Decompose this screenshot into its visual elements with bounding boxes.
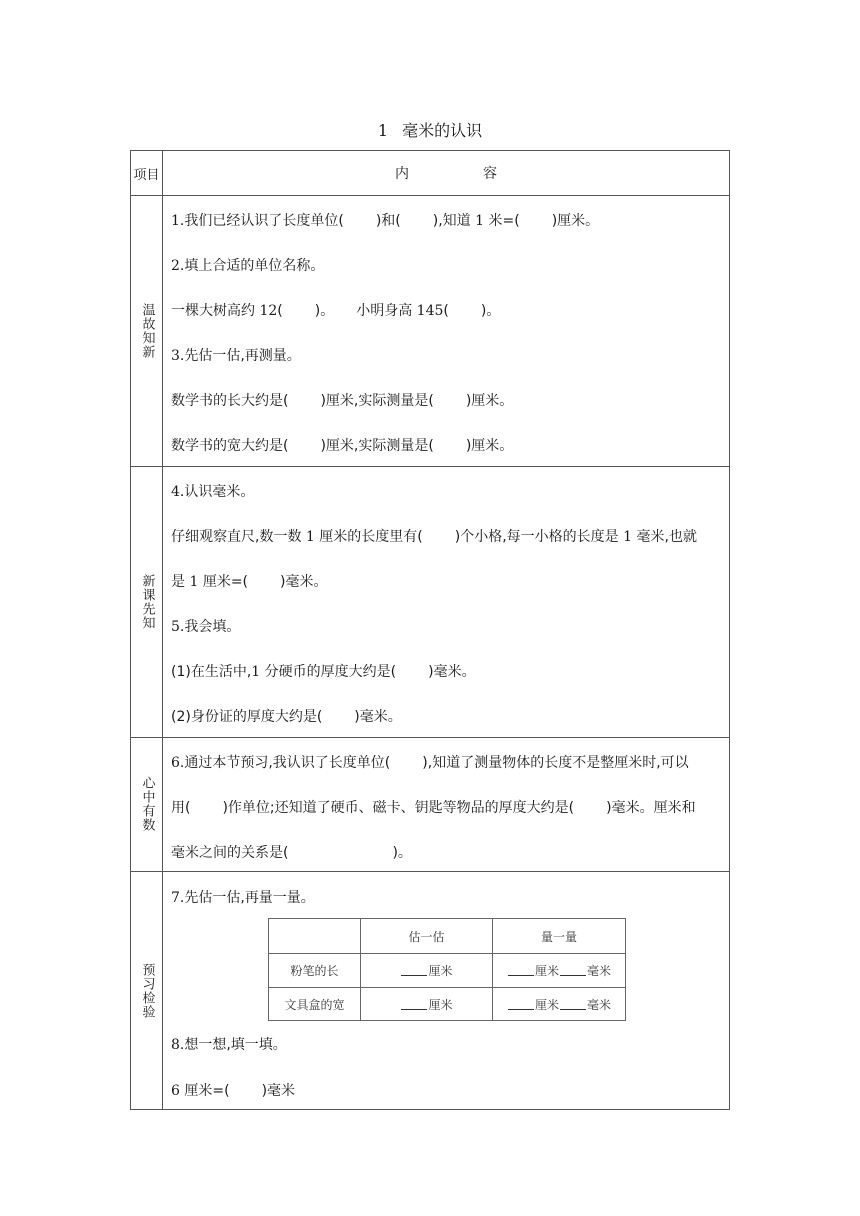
row-divider [131, 466, 729, 467]
section-label-review: 温故知新 [139, 302, 155, 359]
question-3-width: 数学书的宽大约是( )厘米,实际测量是( )厘米。 [171, 438, 514, 454]
title-text: 毫米的认识 [402, 121, 483, 140]
question-3-length: 数学书的长大约是( )厘米,实际测量是( )厘米。 [171, 393, 514, 409]
page-title [0, 118, 860, 141]
measure-header-estimate: 估一估 [408, 929, 445, 944]
measure-row-item: 粉笔的长 [290, 964, 339, 978]
question-2: 2.填上合适的单位名称。 [171, 258, 325, 274]
question-7: 7.先估一估,再量一量。 [171, 890, 315, 906]
question-6-cont: 用( )作单位;还知道了硬币、磁卡、钥匙等物品的厚度大约是( )毫米。厘米和 [171, 800, 696, 816]
question-5: 5.我会填。 [171, 619, 241, 635]
measure-estimate-cell[interactable]: 厘米 [361, 954, 492, 987]
question-4: 4.认识毫米。 [171, 484, 255, 500]
question-8: 8.想一想,填一填。 [171, 1037, 287, 1053]
row-divider [131, 195, 729, 196]
row-divider [131, 871, 729, 872]
question-1: 1.我们已经认识了长度单位( )和( ),知道 1 米=( )厘米。 [171, 213, 600, 229]
header-content-label: 内 容 [395, 166, 527, 182]
question-4-text-cont: 是 1 厘米=( )毫米。 [171, 574, 328, 590]
measure-measure-cell[interactable]: 厘米 毫米 [493, 954, 625, 987]
question-8-item: 6 厘米=( )毫米 [171, 1083, 296, 1099]
measure-estimate-cell[interactable]: 厘米 [361, 988, 492, 1021]
question-4-text: 仔细观察直尺,数一数 1 厘米的长度里有( )个小格,每一小格的长度是 1 毫米,也就 [171, 529, 697, 545]
measure-header-measure: 量一量 [540, 929, 577, 944]
question-5-2: (2)身份证的厚度大约是( )毫米。 [171, 709, 402, 725]
column-divider [162, 151, 163, 1109]
question-3: 3.先估一估,再测量。 [171, 348, 301, 364]
question-6: 6.通过本节预习,我认识了长度单位( ),知道了测量物体的长度不是整厘米时,可以 [171, 755, 689, 771]
section-label-check: 预习检验 [139, 963, 155, 1019]
section-label-summary: 心中有数 [139, 776, 155, 832]
question-6-end: 毫米之间的关系是( )。 [171, 845, 412, 861]
header-item-label: 项目 [133, 167, 160, 183]
title-number: 1 [377, 121, 389, 140]
measure-table [268, 918, 626, 1021]
section-label-new-lesson: 新课先知 [139, 573, 155, 630]
measure-row-item: 文具盒的宽 [284, 998, 345, 1012]
worksheet-table [130, 150, 730, 1110]
measure-measure-cell[interactable]: 厘米 毫米 [493, 988, 625, 1021]
question-2-items: 一棵大树高约 12( )。 小明身高 145( )。 [171, 303, 501, 319]
row-divider [131, 737, 729, 738]
question-5-1: (1)在生活中,1 分硬币的厚度大约是( )毫米。 [171, 664, 476, 680]
